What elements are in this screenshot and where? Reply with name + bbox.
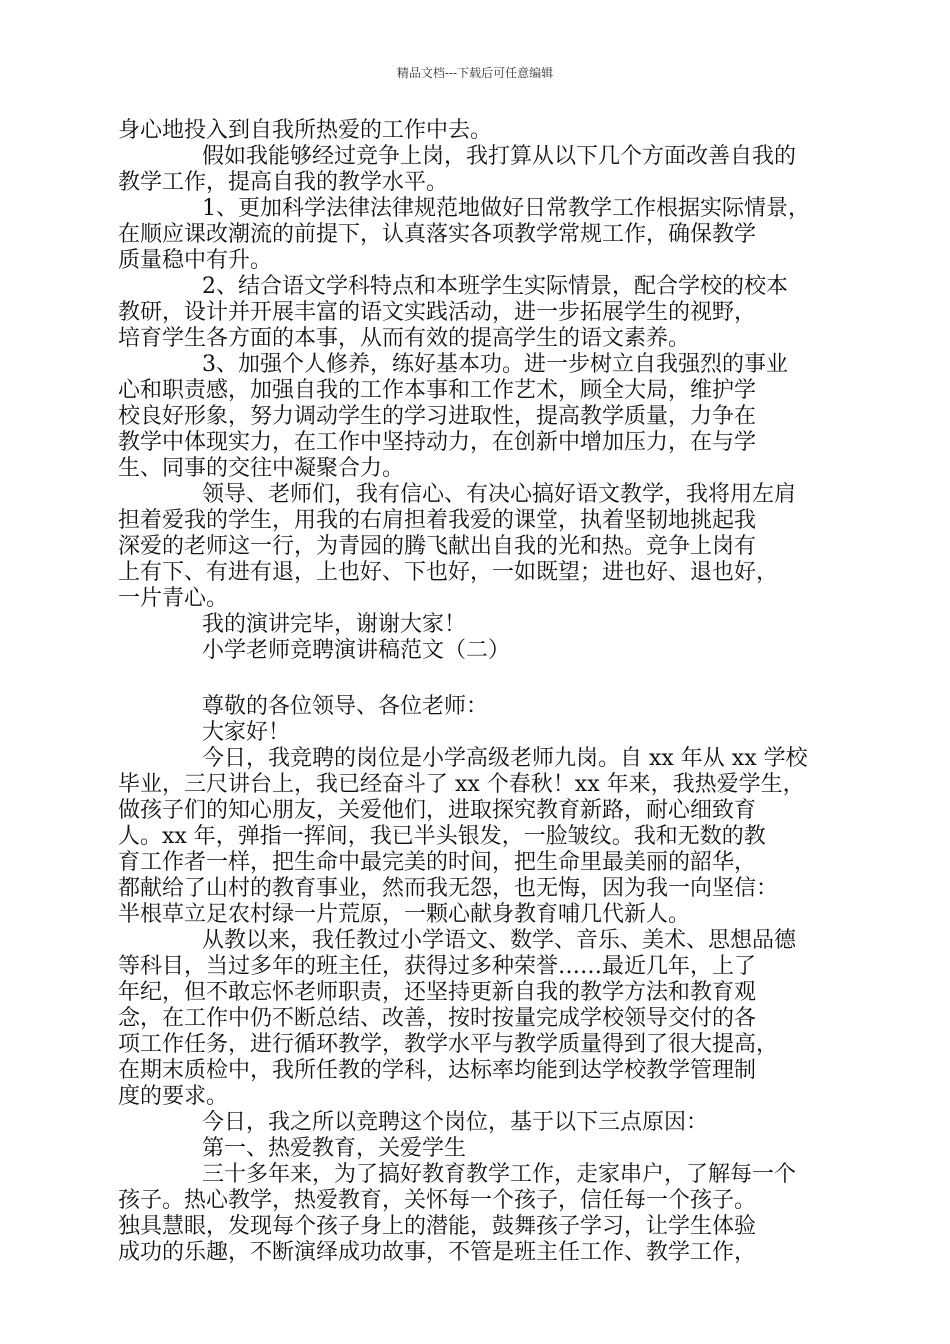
text-line: 教学工作，提高自我的教学水平。 bbox=[118, 170, 449, 195]
text-line: 大家好！ bbox=[202, 720, 291, 745]
text-line: 等科目，当过多年的班主任，获得过多种荣誉……最近几年，上了 bbox=[118, 954, 757, 979]
text-line: 做孩子们的知心朋友，关爱他们，进取探究教育新路，耐心细致育 bbox=[118, 798, 757, 823]
text-line: 一片青心。 bbox=[118, 586, 229, 611]
text-line: 质量稳中有升。 bbox=[118, 248, 273, 273]
text-line: 上有下、有进有退，上也好、下也好，一如既望；进也好、退也好， bbox=[118, 560, 779, 585]
text-line: 第一、热爱教育，关爱学生 bbox=[202, 1136, 467, 1161]
text-line: 领导、老师们，我有信心、有决心搞好语文教学，我将用左肩 bbox=[202, 482, 797, 507]
text-line: 人。xx 年，弹指一挥间，我已半头银发，一脸皱纹。我和无数的教 bbox=[118, 824, 766, 849]
text-line: 培育学生各方面的本事，从而有效的提高学生的语文素养。 bbox=[118, 326, 691, 351]
text-line: 度的要求。 bbox=[118, 1084, 229, 1109]
text-line: 尊敬的各位领导、各位老师： bbox=[202, 694, 489, 719]
text-line: 在期末质检中，我所任教的学科，达标率均能到达学校教学管理制 bbox=[118, 1058, 757, 1083]
text-line: 身心地投入到自我所热爱的工作中去。 bbox=[118, 118, 493, 143]
document-body bbox=[118, 118, 838, 1266]
text-line: 念，在工作中仍不断总结、改善，按时按量完成学校领导交付的各 bbox=[118, 1006, 757, 1031]
text-line bbox=[118, 664, 838, 694]
text-line: 项工作任务，进行循环教学，教学水平与教学质量得到了很大提高， bbox=[118, 1032, 779, 1057]
page-header: 精品文档---下载后可任意编辑 bbox=[396, 66, 554, 80]
text-line: 校良好形象，努力调动学生的学习进取性，提高教学质量，力争在 bbox=[118, 404, 757, 429]
text-line: 今日，我之所以竞聘这个岗位，基于以下三点原因： bbox=[202, 1110, 709, 1135]
text-line: 小学老师竞聘演讲稿范文（二） bbox=[202, 638, 511, 663]
text-line: 假如我能够经过竞争上岗，我打算从以下几个方面改善自我的 bbox=[202, 144, 797, 169]
text-line: 年纪，但不敢忘怀老师职责，还坚持更新自我的教学方法和教育观 bbox=[118, 980, 757, 1005]
text-line: 毕业，三尺讲台上，我已经奋斗了 xx 个春秋！xx 年来，我热爱学生， bbox=[118, 772, 805, 797]
text-line: 心和职责感，加强自我的工作本事和工作艺术，顾全大局，维护学 bbox=[118, 378, 757, 403]
text-line: 生、同事的交往中凝聚合力。 bbox=[118, 456, 405, 481]
text-line: 独具慧眼，发现每个孩子身上的潜能，鼓舞孩子学习，让学生体验 bbox=[118, 1214, 757, 1239]
text-line: 三十多年来，为了搞好教育教学工作，走家串户，了解每一个 bbox=[202, 1162, 797, 1187]
text-line: 1、更加科学法律法律规范地做好日常教学工作根据实际情景， bbox=[202, 196, 810, 221]
text-line: 担着爱我的学生，用我的右肩担着我爱的课堂，执着坚韧地挑起我 bbox=[118, 508, 757, 533]
text-line: 成功的乐趣，不断演绎成功故事，不管是班主任工作、教学工作， bbox=[118, 1240, 757, 1265]
text-line: 从教以来，我任教过小学语文、数学、音乐、美术、思想品德 bbox=[202, 928, 797, 953]
text-line: 教学中体现实力，在工作中坚持动力，在创新中增加压力，在与学 bbox=[118, 430, 757, 455]
text-line: 孩子。热心教学，热爱教育，关怀每一个孩子，信任每一个孩子。 bbox=[118, 1188, 757, 1213]
text-line: 育工作者一样，把生命中最完美的时间，把生命里最美丽的韶华， bbox=[118, 850, 757, 875]
text-line: 今日，我竞聘的岗位是小学高级老师九岗。自 xx 年从 xx 学校 bbox=[202, 746, 808, 771]
text-line: 教研，设计并开展丰富的语文实践活动，进一步拓展学生的视野， bbox=[118, 300, 757, 325]
text-line: 在顺应课改潮流的前提下，认真落实各项教学常规工作，确保教学 bbox=[118, 222, 757, 247]
text-line: 我的演讲完毕，谢谢大家！ bbox=[202, 612, 467, 637]
text-line: 深爱的老师这一行，为青园的腾飞献出自我的光和热。竞争上岗有 bbox=[118, 534, 757, 559]
text-line: 半根草立足农村绿一片荒原，一颗心献身教育哺几代新人。 bbox=[118, 902, 691, 927]
text-line: 2、结合语文学科特点和本班学生实际情景，配合学校的校本 bbox=[202, 274, 788, 299]
text-line: 3、加强个人修养，练好基本功。进一步树立自我强烈的事业 bbox=[202, 352, 788, 377]
text-line: 都献给了山村的教育事业，然而我无怨，也无悔，因为我一向坚信： bbox=[118, 876, 779, 901]
